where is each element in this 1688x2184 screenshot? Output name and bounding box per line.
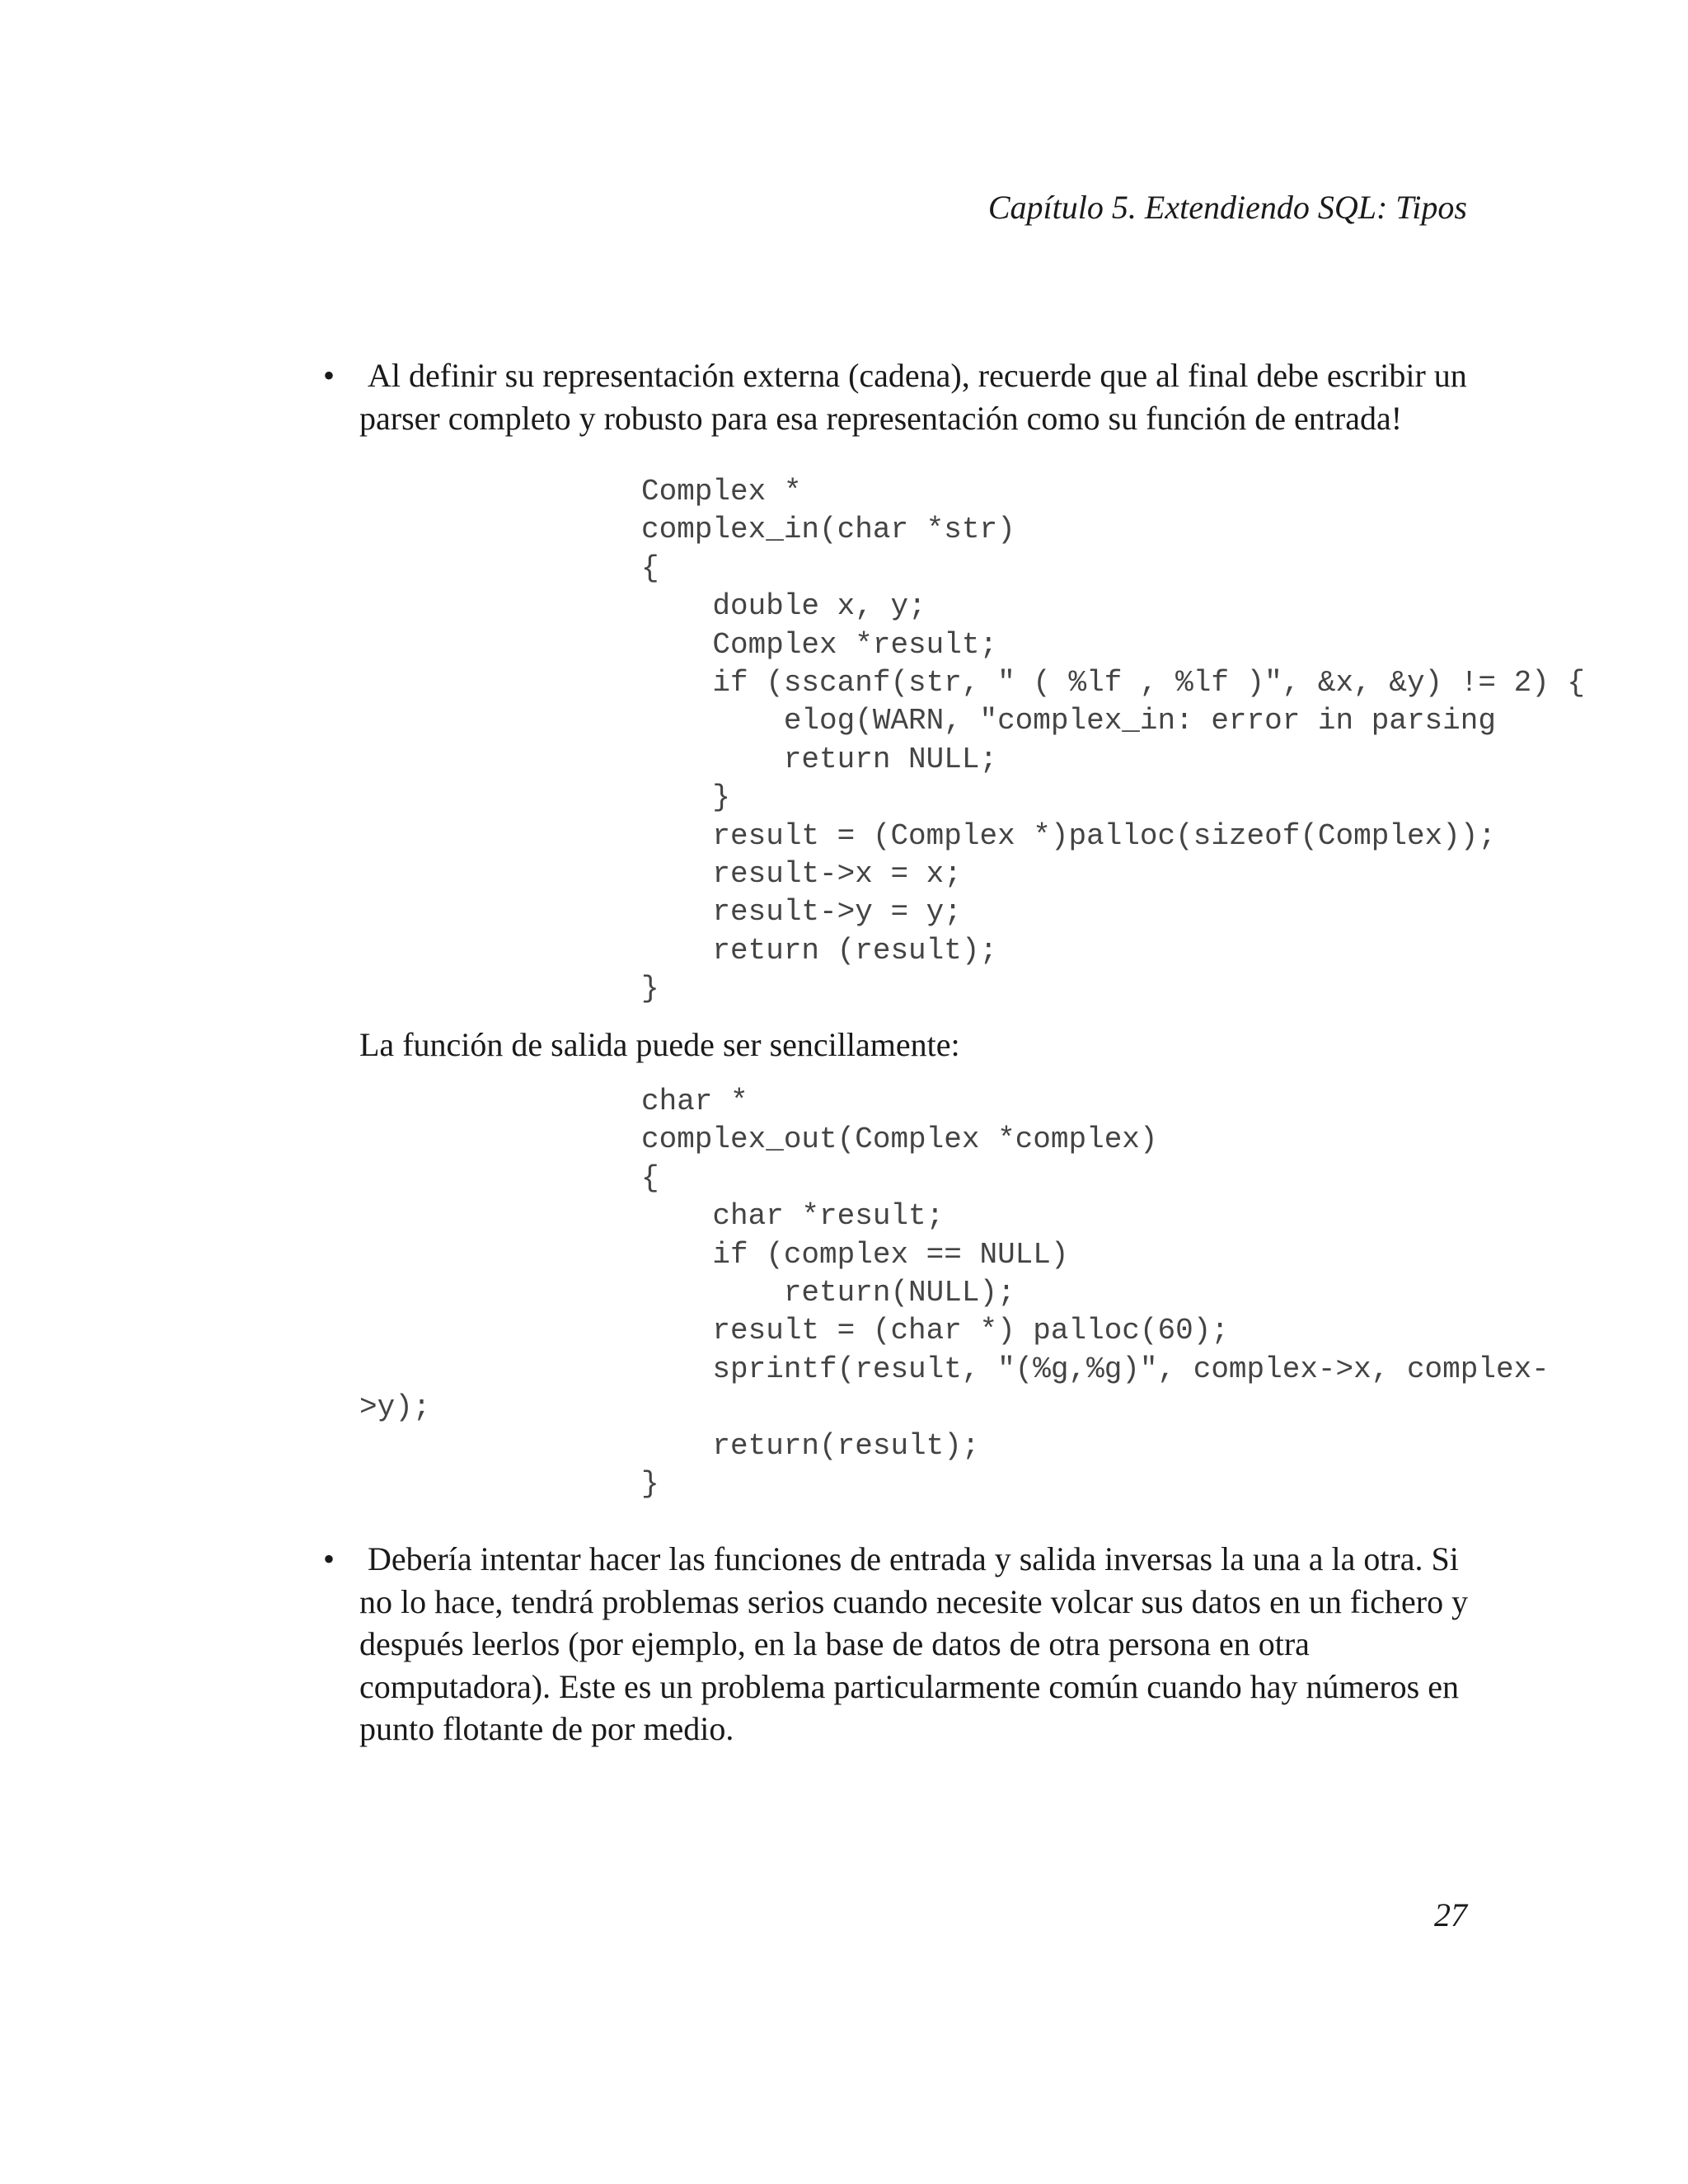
code-line: if (complex == NULL) — [641, 1237, 1069, 1272]
code-line: } — [641, 780, 731, 815]
paragraph-line: parser completo y robusto para esa representación como su función de entrada! — [359, 399, 1403, 437]
code-line: { — [641, 1160, 659, 1195]
code-line: elog(WARN, "complex_in: error in parsing — [641, 704, 1496, 738]
code-line: complex_out(Complex *complex) — [641, 1122, 1158, 1157]
output-intro — [359, 1024, 1480, 1066]
bullet-marker: • — [323, 357, 335, 394]
paragraph-line: Debería intentar hacer las funciones de entrada y salida inversas la una a la otra. Si — [368, 1540, 1459, 1577]
code-block-complex-in — [0, 473, 1688, 1008]
paragraph-line: no lo hace, tendrá problemas serios cuando necesite volcar sus datos en un fichero y — [359, 1582, 1469, 1620]
code-line: result = (char *) palloc(60); — [641, 1314, 1229, 1348]
code-line: return(NULL); — [641, 1275, 1015, 1310]
code-line: { — [641, 551, 659, 585]
code-line: } — [641, 1466, 659, 1501]
bullet-1-paragraph — [359, 354, 1480, 439]
code-line: result = (Complex *)palloc(sizeof(Complex)); — [641, 818, 1496, 853]
paragraph-line: después leerlos (por ejemplo, en la base de datos de otra persona en otra — [359, 1625, 1310, 1662]
code-line: double x, y; — [641, 589, 926, 624]
code-line: complex_in(char *str) — [641, 513, 1015, 547]
code-line: } — [641, 972, 659, 1006]
code-block-complex-out — [0, 1083, 1688, 1503]
code-line: >y); — [359, 1390, 431, 1425]
code-line: return NULL; — [641, 742, 998, 776]
bullet-marker: • — [323, 1540, 335, 1577]
code-line: if (sscanf(str, " ( %lf , %lf )", &x, &y) != 2) { — [641, 665, 1585, 700]
paragraph-line: punto flotante de por medio. — [359, 1710, 734, 1747]
page-number: 27 — [1434, 1896, 1467, 1933]
paragraph-line: computadora). Este es un problema particularmente común cuando hay números en — [359, 1667, 1459, 1705]
paragraph-line: La función de salida puede ser sencillamente: — [359, 1026, 960, 1063]
paragraph-line: Al definir su representación externa (cadena), recuerde que al final debe escribir un — [368, 357, 1467, 394]
code-line: Complex *result; — [641, 627, 998, 662]
code-line: Complex * — [641, 475, 802, 509]
code-line: result->y = y; — [641, 895, 962, 930]
code-line: return(result); — [641, 1428, 980, 1463]
bullet-2-paragraph — [359, 1538, 1480, 1750]
code-line: result->x = x; — [641, 856, 962, 891]
code-line: char *result; — [641, 1199, 945, 1234]
code-line: sprintf(result, "(%g,%g)", complex->x, complex- — [641, 1352, 1550, 1386]
code-line: return (result); — [641, 933, 998, 968]
code-line: char * — [641, 1085, 748, 1118]
chapter-header: Capítulo 5. Extendiendo SQL: Tipos — [987, 189, 1467, 226]
